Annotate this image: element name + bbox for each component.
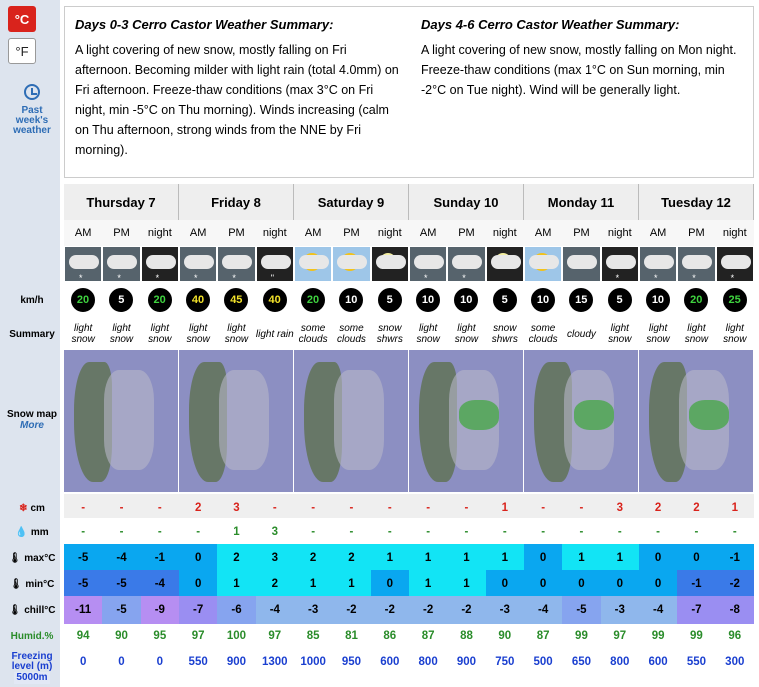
summary-label: Summary — [9, 328, 55, 340]
forecast-summary: light snow — [684, 323, 709, 345]
chill-value: -2 — [409, 596, 447, 624]
rain-mm-value: - — [601, 518, 639, 546]
cloud-snow-icon — [601, 246, 639, 282]
max-temp-value: 2 — [294, 544, 332, 572]
time-of-day-label: AM — [524, 220, 562, 246]
wind-indicator: 45 — [224, 288, 248, 312]
wind-indicator: 10 — [646, 288, 670, 312]
moon-cloud-icon — [486, 246, 524, 282]
time-of-day-label: night — [601, 220, 639, 246]
min-temp-value: 0 — [524, 570, 562, 598]
min-temp-value: 0 — [371, 570, 409, 598]
rain-mm-value: - — [486, 518, 524, 546]
rain-mm-value: - — [179, 518, 217, 546]
humidity-value: 99 — [575, 630, 588, 642]
cloud-snow-icon — [141, 246, 179, 282]
wind-indicator: 5 — [378, 288, 402, 312]
min-temp-value: -2 — [716, 570, 754, 598]
snowflake-icon: * — [193, 273, 198, 283]
min-temp-label-text: min°C — [25, 578, 55, 590]
cloud-snow-icon — [102, 246, 140, 282]
snowflake-icon: * — [615, 273, 620, 283]
chill-value: -7 — [677, 596, 715, 624]
min-temp-value: 0 — [639, 570, 677, 598]
freezing-extra-link[interactable]: 5000m — [16, 672, 48, 683]
cloud-icon — [376, 255, 406, 269]
chill-value: -4 — [639, 596, 677, 624]
humidity-value: 88 — [460, 630, 473, 642]
freezing-level-value: 0 — [79, 656, 87, 668]
time-of-day-label: AM — [179, 220, 217, 246]
cloud-icon — [606, 255, 636, 269]
max-temp-value: -5 — [64, 544, 102, 572]
humidity-value: 97 — [268, 630, 282, 642]
max-temp-value: -4 — [102, 544, 140, 572]
snow-map-image[interactable] — [409, 350, 524, 492]
time-of-day-label: AM — [64, 220, 102, 246]
humidity-value: 99 — [690, 630, 703, 642]
rain-mm-value: - — [447, 518, 485, 546]
wind-indicator: 5 — [608, 288, 632, 312]
chill-value: -6 — [217, 596, 255, 624]
wind-indicator: 10 — [531, 288, 555, 312]
rain-mm-value: - — [639, 518, 677, 546]
chill-value: -9 — [141, 596, 179, 624]
forecast-summary: snow shwrs — [491, 323, 518, 345]
time-of-day-label: night — [716, 220, 754, 246]
humidity-value: 100 — [226, 630, 247, 642]
min-temp-value: 1 — [217, 570, 255, 598]
freezing-level-value: 500 — [533, 656, 553, 668]
cloud-icon — [414, 255, 444, 269]
max-temp-value: 0 — [639, 544, 677, 572]
wind-indicator: 25 — [723, 288, 747, 312]
chill-value: -5 — [102, 596, 140, 624]
snow-map-image[interactable] — [524, 350, 639, 492]
cloud-icon — [222, 255, 252, 269]
snow-map-image[interactable] — [639, 350, 754, 492]
freezing-label-text: Freezing level (m) — [11, 651, 53, 672]
land-shape — [104, 370, 154, 470]
snow-cm-value: - — [141, 494, 179, 522]
cloud-icon — [682, 255, 712, 269]
rain-mm-value: - — [562, 518, 600, 546]
snowflake-icon: * — [692, 273, 696, 283]
chill-value: -2 — [371, 596, 409, 624]
cloud-snow-icon — [716, 246, 754, 282]
weather-summary — [64, 6, 754, 178]
forecast-summary: light snow — [608, 323, 632, 345]
cloud-snow-icon — [677, 246, 715, 282]
chill-value: -7 — [179, 596, 217, 624]
snow-cm-value: - — [102, 494, 140, 522]
chill-value: -4 — [524, 596, 562, 624]
wind-indicator: 40 — [186, 288, 210, 312]
time-of-day-label: night — [486, 220, 524, 246]
min-temp-value: 0 — [486, 570, 524, 598]
forecast-summary: light snow — [646, 323, 670, 345]
freezing-level-value: 1300 — [262, 656, 288, 668]
cloud-snow-icon — [639, 246, 677, 282]
wind-indicator: 10 — [339, 288, 363, 312]
humidity-value: 87 — [536, 630, 550, 642]
rain-mm-value: 3 — [256, 518, 294, 546]
humidity-value: 81 — [345, 630, 358, 642]
cloud-icon — [69, 255, 99, 269]
snowflake-icon: * — [117, 273, 121, 283]
snow-map-label-text: Snow map — [6, 409, 57, 420]
chill-value: -4 — [256, 596, 294, 624]
snow-cm-value: - — [524, 494, 562, 522]
freezing-level-value: 800 — [418, 656, 438, 668]
wind-label: km/h — [20, 294, 44, 306]
chill-value: -2 — [332, 596, 370, 624]
freezing-level-value: 550 — [686, 656, 707, 668]
sun-cloud-icon — [332, 246, 370, 282]
freezing-level-value: 1000 — [300, 656, 326, 668]
time-of-day-label: AM — [409, 220, 447, 246]
snow-cm-value: - — [447, 494, 485, 522]
cloud-icon — [107, 255, 137, 269]
cloud-icon — [299, 255, 329, 269]
wind-indicator: 10 — [454, 288, 478, 312]
forecast-grid — [64, 184, 754, 687]
min-temp-value: 1 — [409, 570, 447, 598]
snow-cm-value: - — [294, 494, 332, 522]
summary-right-title: Days 4-6 Cerro Castor Weather Summary: — [421, 17, 680, 32]
cloud-icon — [184, 255, 214, 269]
max-temp-label — [0, 544, 64, 572]
time-of-day-label: PM — [102, 220, 140, 246]
moon-cloud-icon — [371, 246, 409, 282]
forecast-summary: light snow — [109, 323, 134, 345]
thermometer-icon: 🌡 — [9, 578, 23, 590]
max-temp-value: 0 — [677, 544, 715, 572]
min-temp-value: 0 — [562, 570, 600, 598]
snow-map-image[interactable] — [294, 350, 409, 492]
freezing-level-value: 300 — [725, 656, 745, 668]
rain-mm-value: - — [64, 518, 102, 546]
cloud-icon — [721, 255, 751, 269]
freezing-level-value: 550 — [188, 656, 208, 668]
min-temp-value: 1 — [332, 570, 370, 598]
snow-cm-value: 2 — [677, 494, 715, 522]
wind-indicator: 15 — [569, 288, 593, 312]
cloud-snow-icon — [64, 246, 102, 282]
chill-label — [0, 596, 64, 624]
time-of-day-label: night — [141, 220, 179, 246]
land-shape — [334, 370, 384, 470]
rain-mm-value: - — [371, 518, 409, 546]
humidity-value: 97 — [613, 630, 627, 642]
chill-value: -8 — [716, 596, 754, 624]
rain-mm-value: - — [524, 518, 562, 546]
cloud-icon — [452, 255, 482, 269]
forecast-summary: light rain — [255, 328, 294, 340]
summary-left-title: Days 0-3 Cerro Castor Weather Summary: — [75, 17, 334, 32]
humidity-value: 90 — [498, 630, 512, 642]
chill-value: -2 — [447, 596, 485, 624]
min-temp-label — [0, 570, 64, 598]
forecast-summary: light snow — [723, 323, 747, 345]
day-header: Friday 8 — [179, 184, 294, 220]
snowflake-icon: * — [423, 273, 428, 283]
max-temp-value: 1 — [486, 544, 524, 572]
max-temp-value: 2 — [332, 544, 370, 572]
cloud-icon — [562, 246, 600, 282]
rain-mm-label — [0, 518, 64, 546]
time-of-day-label: PM — [447, 220, 485, 246]
max-temp-value: 2 — [217, 544, 255, 572]
day-header: Sunday 10 — [409, 184, 524, 220]
snow-cm-value: - — [562, 494, 600, 522]
snow-cm-value: 1 — [716, 494, 754, 522]
day-header: Thursday 7 — [64, 184, 179, 220]
min-temp-value: -1 — [677, 570, 715, 598]
snow-map-label — [0, 400, 64, 440]
max-temp-label-text: max°C — [24, 552, 56, 564]
snow-overlay — [689, 400, 729, 430]
rain-mm-value: - — [677, 518, 715, 546]
raindrop-icon: 💧 — [15, 526, 28, 538]
forecast-summary: light snow — [71, 323, 95, 345]
snow-cm-value: 1 — [486, 494, 524, 522]
forecast-summary: cloudy — [566, 328, 596, 340]
snow-cm-value: 2 — [179, 494, 217, 522]
freezing-level-value: 750 — [495, 656, 515, 668]
humidity-value: 95 — [153, 630, 167, 642]
forecast-summary: light snow — [416, 323, 440, 345]
freezing-level-value: 800 — [610, 656, 630, 668]
cloud-icon — [567, 255, 597, 269]
snow-map-more-link[interactable]: More — [20, 420, 44, 431]
snowflake-icon: * — [730, 273, 735, 283]
rain-mm-label-text: mm — [30, 526, 49, 538]
rain-mm-value: - — [332, 518, 370, 546]
freezing-level-value: 650 — [571, 656, 592, 668]
thermometer-icon: 🌡 — [8, 552, 22, 564]
humidity-value: 85 — [306, 630, 320, 642]
snow-cm-value: 3 — [601, 494, 639, 522]
rain-mm-value: - — [102, 518, 140, 546]
past-weeks-weather-link[interactable]: Past week's weather — [13, 105, 51, 136]
snow-map-image[interactable] — [179, 350, 294, 492]
wind-indicator: 20 — [148, 288, 172, 312]
humidity-value: 94 — [76, 630, 90, 642]
freezing-level-value: 950 — [341, 656, 362, 668]
chill-value: -3 — [601, 596, 639, 624]
wind-indicator: 20 — [71, 288, 95, 312]
snow-cm-value: - — [64, 494, 102, 522]
snowflake-icon: * — [462, 273, 466, 283]
snow-cm-value: 3 — [217, 494, 255, 522]
snow-cm-value: - — [332, 494, 370, 522]
day-header: Saturday 9 — [294, 184, 409, 220]
chill-label-text: chill°C — [24, 604, 56, 616]
cloud-rain-icon — [256, 246, 294, 282]
summary-right-text: A light covering of new snow, mostly falling on Mon night. Freeze-thaw conditions (max 1°C on Sun morning, min -2°C on Tue night). Wind will be generally light. — [421, 43, 737, 97]
snowflake-icon: * — [79, 273, 83, 283]
cloud-icon — [146, 255, 176, 269]
snow-overlay — [459, 400, 499, 430]
freezing-level-value: 600 — [648, 656, 668, 668]
wind-indicator: 10 — [416, 288, 440, 312]
time-of-day-label: PM — [677, 220, 715, 246]
freezing-level-value: 0 — [118, 656, 125, 668]
forecast-summary: some clouds — [298, 323, 328, 345]
time-of-day-label: PM — [562, 220, 600, 246]
max-temp-value: 1 — [447, 544, 485, 572]
humidity-value: 96 — [728, 630, 742, 642]
time-of-day-label: night — [371, 220, 409, 246]
land-shape — [219, 370, 269, 470]
sun-cloud-icon — [294, 246, 332, 282]
cloud-icon — [491, 255, 521, 269]
min-temp-value: 1 — [294, 570, 332, 598]
cloud-snow-icon — [217, 246, 255, 282]
rain-mm-value: - — [294, 518, 332, 546]
wind-indicator: 20 — [684, 288, 708, 312]
time-of-day-label: night — [256, 220, 294, 246]
snowflake-icon: * — [653, 273, 658, 283]
min-temp-value: 0 — [179, 570, 217, 598]
cloud-snow-icon — [409, 246, 447, 282]
max-temp-value: 1 — [409, 544, 447, 572]
rain-mm-value: - — [409, 518, 447, 546]
forecast-summary: some clouds — [337, 323, 366, 345]
min-temp-value: 0 — [601, 570, 639, 598]
cloud-snow-icon — [179, 246, 217, 282]
freezing-level-value: 0 — [156, 656, 164, 668]
max-temp-value: 1 — [562, 544, 600, 572]
min-temp-value: -4 — [141, 570, 179, 598]
max-temp-value: -1 — [716, 544, 754, 572]
snow-overlay — [574, 400, 614, 430]
forecast-summary: some clouds — [528, 323, 558, 345]
humidity-value: 97 — [191, 630, 205, 642]
time-of-day-label: PM — [217, 220, 255, 246]
wind-indicator: 5 — [493, 288, 517, 312]
thermometer-icon: 🌡 — [8, 604, 22, 616]
time-of-day-label: AM — [639, 220, 677, 246]
cloud-icon — [261, 255, 291, 269]
cloud-icon — [529, 255, 559, 269]
freezing-level-value: 900 — [456, 656, 477, 668]
max-temp-value: 1 — [371, 544, 409, 572]
min-temp-value: 1 — [447, 570, 485, 598]
max-temp-value: 3 — [256, 544, 294, 572]
summary-left-text: A light covering of new snow, mostly falling on Fri afternoon. Becoming milder with light rain (total 4.0mm) on Fri afternoon. Freeze-thaw conditions (max 3°C on Fri night, min -5°C on Thu morning). Winds increasing (calm on Thu afternoon, strong winds from the NNE by Fri morning). — [75, 43, 399, 157]
max-temp-value: 0 — [524, 544, 562, 572]
freezing-level-value: 600 — [380, 656, 400, 668]
celsius-button[interactable]: °C — [8, 6, 36, 32]
snow-cm-value: 2 — [639, 494, 677, 522]
forecast-summary: light snow — [224, 323, 249, 345]
humidity-value: 90 — [115, 630, 128, 642]
max-temp-value: 0 — [179, 544, 217, 572]
wind-indicator: 20 — [301, 288, 325, 312]
snowflake-icon: * — [155, 273, 160, 283]
snow-map-image[interactable] — [64, 350, 179, 492]
forecast-summary: light snow — [454, 323, 479, 345]
freezing-label — [0, 650, 64, 686]
time-of-day-label: PM — [332, 220, 370, 246]
humidity-value: 99 — [651, 630, 665, 642]
snow-cm-value: - — [409, 494, 447, 522]
cloud-icon — [337, 255, 367, 269]
clock-icon[interactable] — [24, 84, 40, 100]
forecast-summary: snow shwrs — [376, 323, 403, 345]
chill-value: -3 — [294, 596, 332, 624]
humidity-value: 87 — [421, 630, 435, 642]
snow-cm-value: - — [371, 494, 409, 522]
day-header: Monday 11 — [524, 184, 639, 220]
freezing-level-value: 900 — [226, 656, 247, 668]
rain-icon: '' — [270, 273, 275, 283]
snow-cm-value: - — [256, 494, 294, 522]
min-temp-value: -5 — [102, 570, 140, 598]
day-header: Tuesday 12 — [639, 184, 754, 220]
time-of-day-label: AM — [294, 220, 332, 246]
cloud-icon — [644, 255, 674, 269]
forecast-summary: light snow — [186, 323, 210, 345]
wind-indicator: 5 — [109, 288, 133, 312]
humidity-value: 86 — [383, 630, 397, 642]
rain-mm-value: 1 — [217, 518, 255, 546]
rain-mm-value: - — [141, 518, 179, 546]
rain-mm-value: - — [716, 518, 754, 546]
sun-cloud-icon — [524, 246, 562, 282]
max-temp-value: 1 — [601, 544, 639, 572]
wind-indicator: 40 — [263, 288, 287, 312]
snow-cm-label-text: cm — [30, 502, 45, 514]
fahrenheit-button[interactable]: °F — [8, 38, 36, 64]
humid-label: Humid.% — [10, 630, 54, 642]
min-temp-value: 2 — [256, 570, 294, 598]
snowflake-icon: * — [232, 273, 236, 283]
chill-value: -5 — [562, 596, 600, 624]
cloud-snow-icon — [447, 246, 485, 282]
snowflake-icon: ❄ — [19, 502, 28, 514]
min-temp-value: -5 — [64, 570, 102, 598]
max-temp-value: -1 — [141, 544, 179, 572]
forecast-summary: light snow — [148, 323, 172, 345]
chill-value: -3 — [486, 596, 524, 624]
chill-value: -11 — [64, 596, 102, 624]
